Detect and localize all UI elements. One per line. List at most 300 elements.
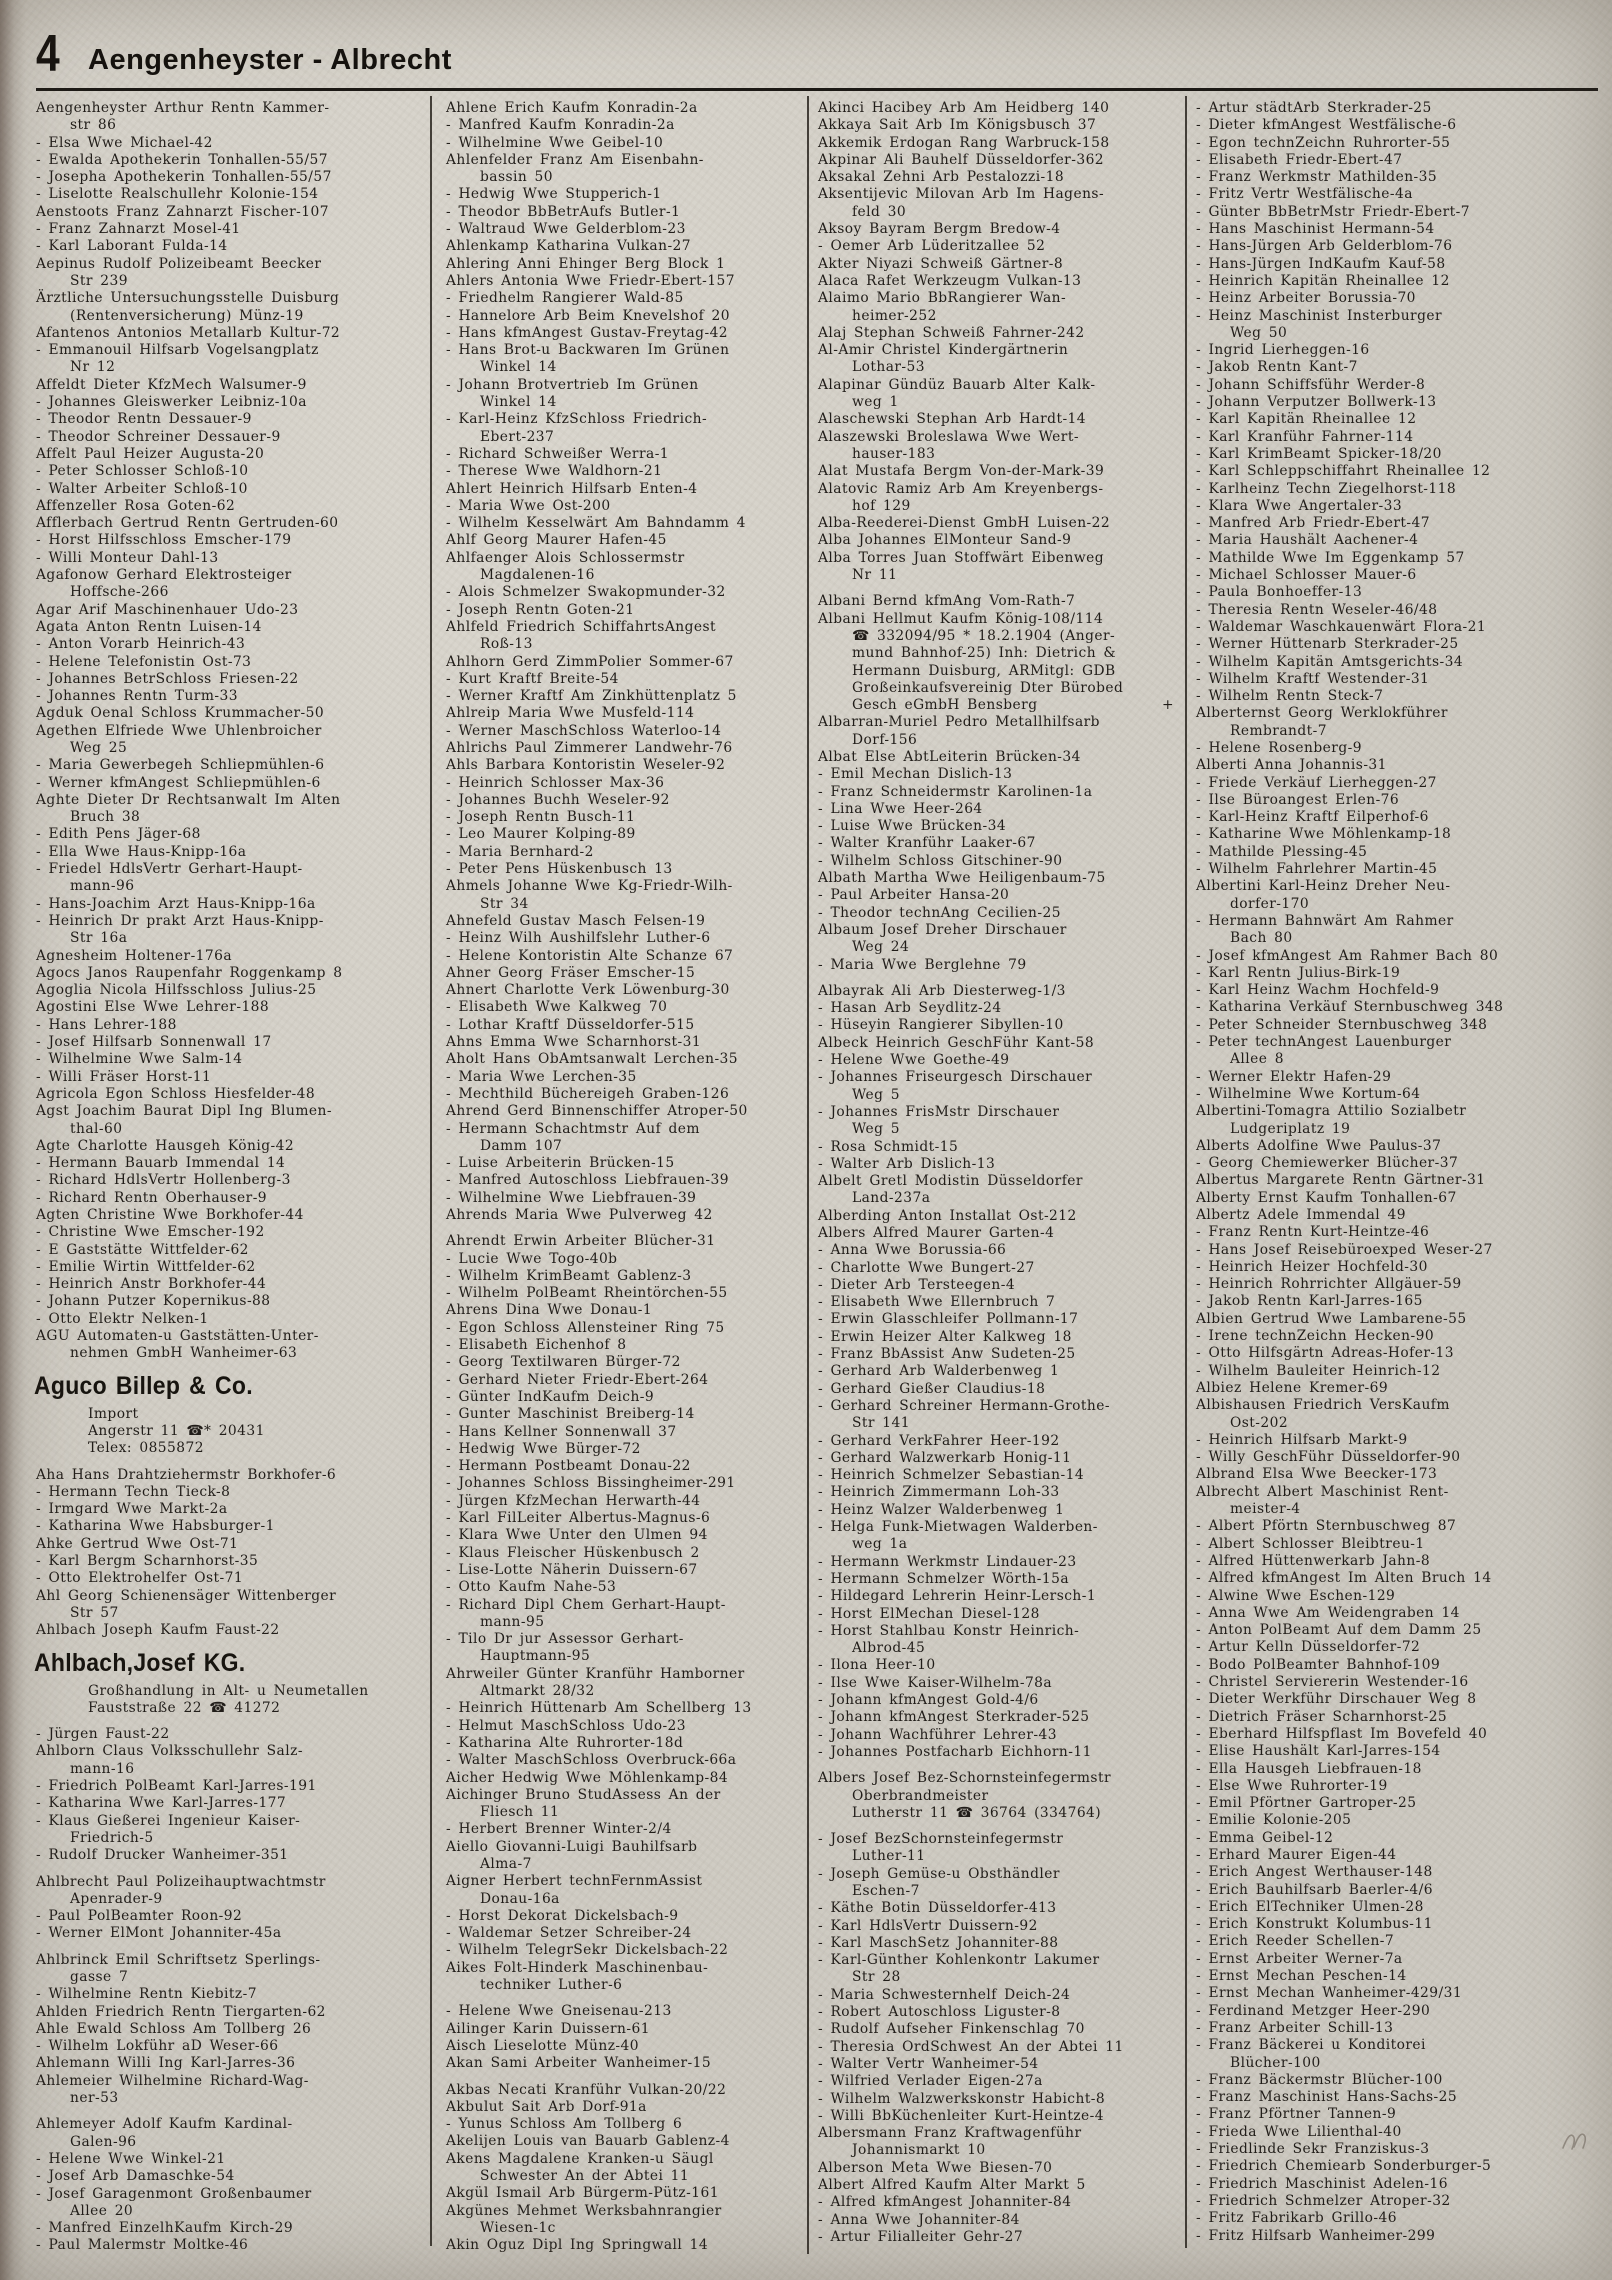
directory-line: - Wilhelm Walzwerkskonstr Habicht-8 <box>818 2090 1106 2107</box>
directory-line: - Liselotte Realschullehr Kolonie-154 <box>36 186 319 203</box>
directory-line: - Emil Mechan Dislich-13 <box>818 766 1013 783</box>
directory-line: - Johann kfmAngest Gold-4/6 <box>818 1692 1039 1709</box>
directory-line: - Otto Elektrohelfer Ost-71 <box>36 1570 244 1587</box>
directory-line: Str 28 <box>852 1969 901 1986</box>
directory-line: Ahl Georg Schienensäger Wittenberger <box>36 1587 337 1604</box>
directory-line: - Emma Geibel-12 <box>1196 1829 1334 1846</box>
directory-line: Ahlfeld Friedrich SchiffahrtsAngest <box>446 618 716 635</box>
directory-line: - Ernst Mechan Wanheimer-429/31 <box>1196 1985 1463 2002</box>
page-number: 4 <box>36 25 60 83</box>
directory-line: - Josef kfmAngest Am Rahmer Bach 80 <box>1196 947 1499 964</box>
directory-line: - Manfred Arb Friedr-Ebert-47 <box>1196 515 1430 532</box>
directory-line: - Alwine Wwe Eschen-129 <box>1196 1587 1396 1604</box>
directory-line: - Friedhelm Rangierer Wald-85 <box>446 290 684 307</box>
directory-line: Albani Hellmut Kaufm König-108/114 <box>818 610 1104 627</box>
directory-line: - Therese Wwe Waldhorn-21 <box>446 463 663 480</box>
directory-line: Alberding Anton Installat Ost-212 <box>818 1207 1077 1224</box>
directory-line: - Werner Hüttenarb Sterkrader-25 <box>1196 636 1459 653</box>
directory-line: Agafonow Gerhard Elektrosteiger <box>36 567 292 584</box>
directory-line: Agar Arif Maschinenhauer Udo-23 <box>36 601 299 618</box>
directory-line: - Fritz Hilfsarb Wanheimer-299 <box>1196 2227 1436 2244</box>
directory-line: - Erhard Maurer Eigen-44 <box>1196 1846 1397 1863</box>
directory-line: - Elise Haushält Karl-Jarres-154 <box>1196 1743 1441 1760</box>
directory-line: - E Gaststätte Wittfelder-62 <box>36 1241 249 1258</box>
directory-line: - Lise-Lotte Näherin Duissern-67 <box>446 1561 698 1578</box>
directory-line: - Heinrich Schlosser Max-36 <box>446 774 665 791</box>
directory-line: weg 1a <box>852 1536 908 1553</box>
directory-line: mann-16 <box>70 1760 135 1777</box>
directory-line: Gesch eGmbH Bensberg + <box>818 697 1180 714</box>
directory-line: - Karl Rentn Julius-Birk-19 <box>1196 964 1401 981</box>
directory-line: Aigner Herbert technFernmAssist <box>446 1873 703 1890</box>
directory-line: - Günter IndKaufm Deich-9 <box>446 1388 655 1405</box>
directory-line: Ahlrichs Paul Zimmerer Landwehr-76 <box>446 739 733 756</box>
directory-line: - Richard Rentn Oberhauser-9 <box>36 1189 268 1206</box>
directory-line: - Heinz Arbeiter Borussia-70 <box>1196 290 1416 307</box>
directory-line: - Johann Schiffsführ Werder-8 <box>1196 376 1426 393</box>
directory-line: - Werner Kraftf Am Zinkhüttenplatz 5 <box>446 688 737 705</box>
directory-line: - Charlotte Wwe Bungert-27 <box>818 1259 1035 1276</box>
directory-line: - Friedlinde Sekr Franziskus-3 <box>1196 2141 1430 2158</box>
directory-line: Apenrader-9 <box>70 1890 163 1907</box>
directory-line: Hauptmann-95 <box>480 1648 591 1665</box>
directory-line: - Werner MaschSchloss Waterloo-14 <box>446 722 722 739</box>
directory-line: Alberternst Georg Werklokführer <box>1196 705 1448 722</box>
directory-line: - Willi Fräser Horst-11 <box>36 1068 212 1085</box>
directory-line: - Gerhard Gießer Claudius-18 <box>818 1380 1046 1397</box>
directory-line: - Heinrich Anstr Borkhofer-44 <box>36 1276 267 1293</box>
directory-line: Bach 80 <box>1230 930 1293 947</box>
directory-line: Ahlfaenger Alois Schlossermstr <box>446 549 685 566</box>
directory-line: Agostini Else Wwe Lehrer-188 <box>36 999 270 1016</box>
directory-line: Albers Alfred Maurer Garten-4 <box>818 1225 1055 1241</box>
directory-line: - Michael Schlosser Mauer-6 <box>1196 567 1417 584</box>
directory-line: - Heinz Wilh Aushilfslehr Luther-6 <box>446 930 711 947</box>
directory-line: ☎ 332094/95 * 18.2.1904 (Anger- <box>852 627 1116 644</box>
directory-line: - Maria Bernhard-2 <box>446 843 594 860</box>
directory-line: - Christel Serviererin Westender-16 <box>1196 1674 1469 1691</box>
directory-line: - Theodor technAng Cecilien-25 <box>818 904 1061 921</box>
directory-line: - Paul Arbeiter Hansa-20 <box>818 887 1010 904</box>
directory-line: Albayrak Ali Arb Diesterweg-1/3 <box>818 982 1066 999</box>
directory-line: Ost-202 <box>1230 1414 1289 1431</box>
directory-line: Altmarkt 28/32 <box>480 1683 595 1700</box>
directory-line: - Robert Autoschloss Liguster-8 <box>818 2004 1061 2021</box>
directory-line: Albertini Karl-Heinz Dreher Neu- <box>1196 878 1451 895</box>
directory-line: - Wilhelm Bauleiter Heinrich-12 <box>1196 1362 1441 1379</box>
directory-line: - Paul Malermstr Moltke-46 <box>36 2237 249 2254</box>
directory-line: - Johannes Buchh Weseler-92 <box>446 791 670 808</box>
directory-line: - Gunter Maschinist Breiberg-14 <box>446 1406 695 1423</box>
directory-line: Str 141 <box>852 1415 910 1432</box>
directory-line: - Manfred Kaufm Konradin-2a <box>446 117 675 134</box>
directory-line: - Lucie Wwe Togo-40b <box>446 1250 618 1267</box>
directory-line: - Wilhelmine Wwe Salm-14 <box>36 1051 243 1068</box>
directory-line: - Richard Schweißer Werra-1 <box>446 445 670 462</box>
directory-line: Luther-11 <box>852 1848 926 1865</box>
directory-line: Weg 5 <box>852 1121 900 1138</box>
directory-line: - Erich Reeder Schellen-7 <box>1196 1933 1395 1950</box>
directory-line: Ahrens Dina Wwe Donau-1 <box>446 1302 653 1319</box>
directory-line: Str 57 <box>70 1604 119 1621</box>
directory-line: - Jürgen KfzMechan Herwarth-44 <box>446 1492 701 1509</box>
directory-line: Ahlbrinck Emil Schriftsetz Sperlings- <box>36 1951 321 1968</box>
directory-line: weg 1 <box>852 394 899 411</box>
directory-line: - Gerhard Arb Walderbenweg 1 <box>818 1363 1060 1380</box>
directory-line: - Paula Bonhoeffer-13 <box>1196 584 1363 601</box>
directory-line: - Otto Elektr Nelken-1 <box>36 1310 209 1327</box>
directory-line: dorfer-170 <box>1230 895 1310 912</box>
directory-line: - Franz Bäckermstr Blücher-100 <box>1196 2071 1443 2088</box>
directory-line: Akbulut Sait Arb Dorf-91a <box>446 2098 647 2115</box>
directory-line: - Josef Hilfsarb Sonnenwall 17 <box>36 1034 272 1051</box>
directory-line: - Friede Verkäuf Lierheggen-27 <box>1196 774 1437 791</box>
directory-line: - Hans-Joachim Arzt Haus-Knipp-16a <box>36 895 316 912</box>
directory-line: Nr 12 <box>70 359 116 376</box>
directory-line: Albarran-Muriel Pedro Metallhilfsarb <box>818 714 1100 731</box>
directory-line: - Dieter Werkführ Dirschauer Weg 8 <box>1196 1691 1477 1708</box>
directory-line: - Katharina Wwe Habsburger-1 <box>36 1518 275 1535</box>
directory-line: Albelt Gretl Modistin Düsseldorfer <box>818 1173 1083 1190</box>
directory-line: Alberty Ernst Kaufm Tonhallen-67 <box>1196 1189 1457 1206</box>
directory-line: - Elisabeth Eichenhof 8 <box>446 1337 627 1354</box>
directory-line: Alaschewski Stephan Arb Hardt-14 <box>818 411 1087 428</box>
directory-line: - Artur Kelln Düsseldorfer-72 <box>1196 1639 1421 1656</box>
page-gutter-shadow <box>0 0 26 2280</box>
directory-entry-info: Telex: 0855872 <box>88 1440 204 1457</box>
directory-line: Aiello Giovanni-Luigi Bauhilfsarb <box>446 1838 698 1855</box>
directory-line: - Karl Heinz Wachm Hochfeld-9 <box>1196 982 1440 999</box>
directory-line: - Oemer Arb Lüderitzallee 52 <box>818 238 1046 255</box>
directory-line: - Hermann Techn Tieck-8 <box>36 1483 231 1500</box>
directory-line: - Richard HdlsVertr Hollenberg-3 <box>36 1172 291 1189</box>
directory-line: - Walter Vertr Wanheimer-54 <box>818 2055 1039 2072</box>
directory-line: - Johannes BetrSchloss Friesen-22 <box>36 670 299 687</box>
directory-line: Agethen Elfriede Wwe Uhlenbroicher <box>36 722 322 739</box>
directory-line: - Jakob Rentn Kant-7 <box>1196 359 1358 376</box>
directory-line: Hermann Duisburg, ARMitgl: GDB <box>852 662 1116 679</box>
directory-line: - Maria Gewerbegeh Schliepmühlen-6 <box>36 757 325 774</box>
directory-line: - Hans Maschinist Hermann-54 <box>1196 221 1435 238</box>
directory-line: Akpinar Ali Bauhelf Düsseldorfer-362 <box>818 151 1105 168</box>
directory-line: Alaszewski Broleslawa Wwe Wert- <box>818 428 1079 445</box>
directory-line: - Rudolf Drucker Wanheimer-351 <box>36 1847 289 1864</box>
directory-line: Agricola Egon Schloss Hiesfelder-48 <box>36 1085 316 1102</box>
directory-line: Ahnefeld Gustav Masch Felsen-19 <box>446 912 706 929</box>
directory-line: Ebert-237 <box>480 428 555 445</box>
directory-line: Al-Amir Christel Kindergärtnerin <box>818 342 1069 359</box>
directory-line: Ahlering Anni Ehinger Berg Block 1 <box>446 255 726 272</box>
directory-line: mund Bahnhof-25) Inh: Dietrich & <box>852 645 1117 662</box>
directory-line: - Egon technZeichn Ruhrorter-55 <box>1196 134 1451 151</box>
directory-line: - Werner kfmAngest Schliepmühlen-6 <box>36 774 321 791</box>
directory-line: Afflerbach Gertrud Rentn Gertruden-60 <box>36 515 339 532</box>
directory-line: - Otto Hilfsgärtn Adreas-Hofer-13 <box>1196 1345 1454 1362</box>
directory-line: - Franz BbAssist Anw Sudeten-25 <box>818 1346 1076 1363</box>
directory-line: Albert Alfred Kaufm Alter Markt 5 <box>818 2177 1086 2194</box>
directory-line: Ahlden Friedrich Rentn Tiergarten-62 <box>36 2003 326 2020</box>
directory-line: - Karl-Heinz KfzSchloss Friedrich- <box>446 411 708 428</box>
directory-line: Alma-7 <box>480 1855 532 1872</box>
directory-line: - Hermann Postbeamt Donau-22 <box>446 1458 691 1475</box>
directory-line: meister-4 <box>1230 1501 1301 1518</box>
directory-line: - Hans Kellner Sonnenwall 37 <box>446 1423 677 1440</box>
directory-line: Akter Niyazi Schweiß Gärtner-8 <box>818 255 1064 272</box>
directory-line: Damm 107 <box>480 1137 563 1154</box>
directory-line: Ahlemann Willi Ing Karl-Jarres-36 <box>36 2055 296 2072</box>
directory-line: - Emilie Wirtin Wittfelder-62 <box>36 1258 256 1275</box>
directory-line: - Franz Rentn Kurt-Heintze-46 <box>1196 1224 1430 1241</box>
directory-line: Akgünes Mehmet Werksbahnrangier <box>446 2202 722 2219</box>
directory-line: Lutherstr 11 ☎ 36764 (334764) <box>852 1804 1102 1821</box>
directory-line: - Johannes FrisMstr Dirschauer <box>818 1103 1060 1120</box>
directory-line: - Maria Wwe Ost-200 <box>446 497 611 514</box>
directory-line: - Heinrich Hüttenarb Am Schellberg 13 <box>446 1700 752 1717</box>
directory-line: mann-95 <box>480 1613 545 1630</box>
directory-entry-info: Fauststraße 22 ☎ 41272 <box>88 1699 281 1716</box>
directory-line: Ahnert Charlotte Verk Löwenburg-30 <box>446 982 730 999</box>
directory-line: Akbas Necati Kranführ Vulkan-20/22 <box>446 2081 727 2098</box>
directory-line: Ahlene Erich Kaufm Konradin-2a <box>446 100 698 116</box>
directory-line: - Horst Stahlbau Konstr Heinrich- <box>818 1622 1080 1639</box>
directory-entry-info: Großhandlung in Alt- u Neumetallen <box>88 1682 369 1699</box>
directory-line: Johannismarkt 10 <box>852 2142 986 2159</box>
directory-line: - Heinrich Schmelzer Sebastian-14 <box>818 1467 1085 1484</box>
directory-entry-bold: Aguco Billep & Co. <box>34 1371 253 1400</box>
directory-column-1 <box>36 100 428 2255</box>
directory-line: Ahrweiler Günter Kranführ Hamborner <box>446 1665 745 1682</box>
directory-line: - Peter Schneider Sternbuschweg 348 <box>1196 1016 1488 1033</box>
directory-line: - Hans kfmAngest Gustav-Freytag-42 <box>446 324 729 341</box>
page-header <box>36 25 1596 84</box>
page-title: Aengenheyster - Albrecht <box>88 44 452 76</box>
directory-line: - Albert Pförtn Sternbuschweg 87 <box>1196 1518 1457 1535</box>
directory-line: - Hasan Arb Seydlitz-24 <box>818 1000 1002 1017</box>
directory-line: Ahns Emma Wwe Scharnhorst-31 <box>446 1034 702 1051</box>
directory-line: - Günter BbBetrMstr Friedr-Ebert-7 <box>1196 203 1470 220</box>
directory-line: - Rosa Schmidt-15 <box>818 1138 959 1155</box>
directory-line: - Karlheinz Techn Ziegelhorst-118 <box>1196 480 1457 497</box>
directory-line: - Maria Wwe Berglehne 79 <box>818 956 1027 973</box>
directory-line: - Alfred Hüttenwerkarb Jahn-8 <box>1196 1552 1431 1569</box>
directory-line: Affeldt Dieter KfzMech Walsumer-9 <box>36 376 307 393</box>
directory-line: - Ilse Wwe Kaiser-Wilhelm-78a <box>818 1674 1053 1691</box>
directory-line: Albertini-Tomagra Attilio Sozialbetr <box>1196 1103 1467 1120</box>
directory-line: - Johann Wachführer Lehrer-43 <box>818 1726 1057 1743</box>
directory-line: Albrand Elsa Wwe Beecker-173 <box>1196 1466 1438 1483</box>
directory-line: hof 129 <box>852 497 911 514</box>
directory-line: - Franz Maschinist Hans-Sachs-25 <box>1196 2089 1458 2106</box>
directory-line: - Käthe Botin Düsseldorfer-413 <box>818 1900 1057 1917</box>
directory-line: - Mathilde Wwe Im Eggenkamp 57 <box>1196 549 1465 566</box>
directory-line: Agocs Janos Raupenfahr Roggenkamp 8 <box>36 964 343 981</box>
directory-line: - Mathilde Plessing-45 <box>1196 843 1368 860</box>
directory-line: - Ilse Büroangest Erlen-76 <box>1196 791 1400 808</box>
directory-line: Str 34 <box>480 895 529 912</box>
directory-line: - Wilhelm Fahrlehrer Martin-45 <box>1196 861 1438 878</box>
directory-line: - Karl Laborant Fulda-14 <box>36 238 228 255</box>
directory-line: - Klaus Fleischer Hüskenbusch 2 <box>446 1544 700 1561</box>
directory-line: Ahlert Heinrich Hilfsarb Enten-4 <box>446 480 698 497</box>
directory-line: - Ernst Mechan Peschen-14 <box>1196 1968 1407 1985</box>
directory-line: Akkemik Erdogan Rang Warbruck-158 <box>818 134 1110 151</box>
directory-line: Albishausen Friedrich VersKaufm <box>1196 1397 1450 1414</box>
directory-line: - Horst Dekorat Dickelsbach-9 <box>446 1907 679 1924</box>
directory-line: Albath Martha Wwe Heiligenbaum-75 <box>818 870 1106 887</box>
directory-line: Affelt Paul Heizer Augusta-20 <box>36 445 265 462</box>
directory-line: - Emilie Kolonie-205 <box>1196 1812 1352 1829</box>
directory-line: Str 16a <box>70 930 128 947</box>
directory-line: - Gerhard VerkFahrer Heer-192 <box>818 1432 1060 1449</box>
directory-column-4 <box>1196 100 1598 2245</box>
directory-line: Rembrandt-7 <box>1230 722 1327 739</box>
directory-line: - Johann Putzer Kopernikus-88 <box>36 1293 271 1310</box>
directory-line: Akin Oguz Dipl Ing Springwall 14 <box>446 2237 709 2254</box>
directory-line: Winkel 14 <box>480 359 557 376</box>
directory-line: - Wilhelmine Wwe Geibel-10 <box>446 134 664 151</box>
directory-line: - Karl KrimBeamt Spicker-18/20 <box>1196 445 1442 462</box>
directory-line: - Friedrich PolBeamt Karl-Jarres-191 <box>36 1778 317 1795</box>
directory-line: Affenzeller Rosa Goten-62 <box>36 497 236 514</box>
directory-line: Alatovic Ramiz Arb Am Kreyenbergs- <box>818 480 1104 497</box>
directory-line: - Josef BezSchornsteinfegermstr <box>818 1831 1064 1848</box>
directory-line: - Helene Rosenberg-9 <box>1196 739 1362 756</box>
directory-line: Weg 5 <box>852 1086 900 1103</box>
directory-line: - Werner Elektr Hafen-29 <box>1196 1068 1392 1085</box>
directory-line: - Wilhelm PolBeamt Rheintörchen-55 <box>446 1285 728 1302</box>
directory-line: - Heinrich Rohrrichter Allgäuer-59 <box>1196 1276 1462 1293</box>
directory-line: - Ilona Heer-10 <box>818 1657 936 1674</box>
directory-line: Alaca Rafet Werkzeugm Vulkan-13 <box>818 272 1082 289</box>
directory-line: Albersmann Franz Kraftwagenführ <box>818 2125 1082 2142</box>
directory-line: Oberbrandmeister <box>852 1787 989 1804</box>
directory-line: - Paul PolBeamter Roon-92 <box>36 1908 243 1925</box>
directory-line: - Jakob Rentn Karl-Jarres-165 <box>1196 1293 1423 1310</box>
directory-line: - Mechthild Büchereigeh Graben-126 <box>446 1085 730 1102</box>
directory-line: - Tilo Dr jur Assessor Gerhart- <box>446 1631 684 1648</box>
directory-line: - Wilhelm Kesselwärt Am Bahndamm 4 <box>446 515 746 532</box>
directory-line: - Karl Bergm Scharnhorst-35 <box>36 1553 259 1570</box>
directory-line: - Edith Pens Jäger-68 <box>36 826 201 843</box>
directory-line: - Erich Bauhilfsarb Baerler-4/6 <box>1196 1881 1433 1898</box>
directory-line: Akan Sami Arbeiter Wanheimer-15 <box>446 2055 712 2072</box>
directory-line: ner-53 <box>70 2090 119 2107</box>
directory-line: - Ella Wwe Haus-Knipp-16a <box>36 843 247 860</box>
directory-line: Agata Anton Rentn Luisen-14 <box>36 618 262 635</box>
directory-line: - Irmgard Wwe Markt-2a <box>36 1501 228 1518</box>
directory-line: - Karl-Günther Kohlenkontr Lakumer <box>818 1952 1100 1969</box>
directory-line: Akinci Hacibey Arb Am Heidberg 140 <box>818 100 1110 116</box>
directory-line: - Karl-Heinz Kraftf Eilperhof-6 <box>1196 809 1429 826</box>
directory-line: Alaj Stephan Schweiß Fahrner-242 <box>818 324 1085 341</box>
directory-line: - Hedwig Wwe Bürger-72 <box>446 1440 641 1457</box>
directory-line: Ahlenkamp Katharina Vulkan-27 <box>446 238 692 255</box>
directory-line: Ahlenfelder Franz Am Eisenbahn- <box>446 151 704 168</box>
directory-line: Albertus Margarete Rentn Gärtner-31 <box>1196 1172 1486 1189</box>
directory-line: - Anton PolBeamt Auf dem Damm 25 <box>1196 1622 1482 1639</box>
directory-line: Albeck Heinrich GeschFühr Kant-58 <box>818 1034 1095 1051</box>
directory-line: Alberts Adolfine Wwe Paulus-37 <box>1196 1137 1442 1154</box>
directory-line: - Johannes Schloss Bissingheimer-291 <box>446 1475 736 1492</box>
directory-line: - Heinrich Zimmermann Loh-33 <box>818 1484 1060 1501</box>
directory-line: Weg 50 <box>1230 324 1288 341</box>
directory-line: Allee 20 <box>70 2202 134 2219</box>
directory-line: - Klaus Gießerei Ingenieur Kaiser- <box>36 1812 301 1829</box>
directory-line: - Waltraud Wwe Gelderblom-23 <box>446 221 686 238</box>
directory-line: Albaum Josef Dreher Dirschauer <box>818 921 1067 938</box>
directory-line: Str 239 <box>70 272 128 289</box>
directory-line: - Else Wwe Ruhrorter-19 <box>1196 1777 1388 1794</box>
directory-line: - Johannes Rentn Turm-33 <box>36 688 238 705</box>
directory-line: - Karl Kapitän Rheinallee 12 <box>1196 411 1417 428</box>
directory-line: - Alfred kfmAngest Im Alten Bruch 14 <box>1196 1570 1492 1587</box>
directory-line: - Franz Werkmstr Mathilden-35 <box>1196 169 1438 186</box>
directory-line: Lothar-53 <box>852 359 925 376</box>
directory-line: - Frieda Wwe Lilienthal-40 <box>1196 2123 1402 2140</box>
directory-line: - Artur städtArb Sterkrader-25 <box>1196 100 1432 116</box>
directory-line: - Karl Kranführ Fahrner-114 <box>1196 428 1414 445</box>
directory-line: heimer-252 <box>852 307 937 324</box>
directory-entry-info: Import <box>88 1405 139 1422</box>
directory-line: - Otto Kaufm Nahe-53 <box>446 1579 617 1596</box>
directory-line: - Leo Maurer Kolping-89 <box>446 826 636 843</box>
directory-line: Winkel 14 <box>480 394 557 411</box>
directory-line: Aisch Lieselotte Münz-40 <box>446 2037 639 2054</box>
directory-line: Ahrend Gerd Binnenschiffer Atroper-50 <box>446 1103 748 1120</box>
directory-line: - Heinrich Heizer Hochfeld-30 <box>1196 1258 1428 1275</box>
directory-line: - Erich Konstrukt Kolumbus-11 <box>1196 1916 1433 1933</box>
directory-line: Aichinger Bruno StudAssess An der <box>446 1786 721 1803</box>
directory-line: - Wilhelm KrimBeamt Gablenz-3 <box>446 1267 692 1284</box>
directory-entry-info: Angerstr 11 ☎* 20431 <box>88 1422 265 1439</box>
directory-line: Bruch 38 <box>70 809 141 826</box>
directory-line: Albrecht Albert Maschinist Rent- <box>1196 1483 1449 1500</box>
directory-line: Alat Mustafa Bergm Von-der-Mark-39 <box>818 463 1105 480</box>
directory-line: - Hermann Schachtmstr Auf dem <box>446 1120 700 1137</box>
directory-line: - Heinrich Dr prakt Arzt Haus-Knipp- <box>36 912 324 929</box>
directory-line: Weg 24 <box>852 939 910 956</box>
directory-line: - Hannelore Arb Beim Knevelshof 20 <box>446 307 730 324</box>
directory-line: - Hüseyin Rangierer Sibyllen-10 <box>818 1017 1064 1034</box>
directory-line: Aksoy Bayram Bergm Bredow-4 <box>818 221 1061 238</box>
directory-line: Eschen-7 <box>852 1882 920 1899</box>
directory-line: Agoglia Nicola Hilfsschloss Julius-25 <box>36 982 317 999</box>
directory-line: Ahlemeier Wilhelmine Richard-Wag- <box>36 2072 309 2089</box>
directory-line: Donau-16a <box>480 1890 560 1907</box>
directory-line: Nr 11 <box>852 567 898 584</box>
directory-line: bassin 50 <box>480 169 554 186</box>
directory-line: - Ferdinand Metzger Heer-290 <box>1196 2002 1431 2019</box>
directory-line: - Ella Hausgeh Liebfrauen-18 <box>1196 1760 1422 1777</box>
directory-line: - Bodo PolBeamter Bahnhof-109 <box>1196 1656 1441 1673</box>
directory-line: - Wilhelm Lokführ aD Weser-66 <box>36 2038 279 2055</box>
directory-line: Aicher Hedwig Wwe Möhlenkamp-84 <box>446 1769 729 1786</box>
directory-line: - Katharina Alte Ruhrorter-18d <box>446 1734 684 1751</box>
directory-line: - Helene Wwe Goethe-49 <box>818 1052 1010 1069</box>
directory-line: - Erwin Glasschleifer Pollmann-17 <box>818 1311 1079 1328</box>
directory-line: - Josepha Apothekerin Tonhallen-55/57 <box>36 169 332 186</box>
directory-line: - Wilhelm Kapitän Amtsgerichts-34 <box>1196 653 1464 670</box>
directory-line: - Dieter Arb Tersteegen-4 <box>818 1276 1016 1293</box>
directory-line: - Hermann Bahnwärt Am Rahmer <box>1196 912 1454 929</box>
directory-column-3 <box>818 100 1180 2246</box>
directory-line: Akens Magdalene Kranken-u Säugl <box>446 2150 714 2167</box>
directory-line: - Hermann Bauarb Immendal 14 <box>36 1155 286 1172</box>
directory-line: Weg 25 <box>70 739 128 756</box>
directory-line: - Ernst Arbeiter Werner-7a <box>1196 1950 1403 1967</box>
directory-line: - Artur Filialleiter Gehr-27 <box>818 2228 1024 2245</box>
directory-line: - Hans Lehrer-188 <box>36 1016 177 1033</box>
